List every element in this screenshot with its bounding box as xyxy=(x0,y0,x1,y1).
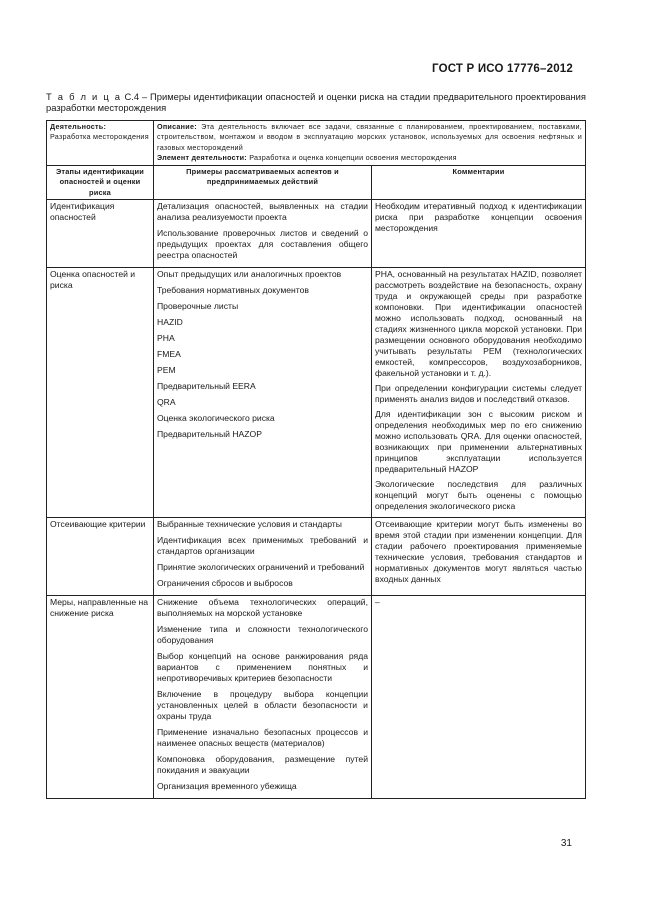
activity-label: Деятельность: xyxy=(50,122,107,131)
element-text: Разработка и оценка концепции освоения месторождения xyxy=(249,153,457,163)
example-item: Проверочные листы xyxy=(157,301,239,312)
element-label: Элемент деятельности: xyxy=(157,153,247,163)
example-item: QRA xyxy=(157,397,176,408)
hazard-table xyxy=(46,120,586,799)
comment-item: Для идентификации зон с высоким риском и определения необходимых мер по его снижению можно использовать QRA. Для оценки опасностей, возникающих при применении альтернативных принципов эксплуатации используется предварительный HAZOP xyxy=(375,409,583,475)
stage-cell: Меры, направленные на снижение риска xyxy=(47,596,154,799)
example-item: Идентификация всех применимых требований и стандартов организации xyxy=(157,535,368,557)
description-label: Описание: xyxy=(157,122,197,131)
table-row xyxy=(47,268,586,518)
example-item: Изменение типа и сложности технологического оборудования xyxy=(157,624,368,646)
caption-text: С.4 – Примеры идентификации опасностей и оценки риска на стадии предварительного проектирования разработки месторождения xyxy=(46,91,586,113)
column-header-row xyxy=(47,165,586,200)
comments-cell xyxy=(372,268,586,518)
column-header-stages: Этапы идентификации опасностей и оценки риска xyxy=(47,165,154,200)
example-item: Выбор концепций на основе ранжирования ряда вариантов с применением понятных и непротиворечивых критериев безопасности xyxy=(157,651,368,684)
example-item: Опыт предыдущих или аналогичных проектов xyxy=(157,269,342,280)
examples-cell xyxy=(154,596,372,799)
stage-cell: Идентификация опасностей xyxy=(47,200,154,268)
caption-label: Т а б л и ц а xyxy=(46,91,122,102)
table-row xyxy=(47,200,586,268)
standard-code: ГОСТ Р ИСО 17776–2012 xyxy=(432,63,573,75)
stage-cell: Оценка опасностей и риска xyxy=(47,268,154,518)
column-header-comments: Комментарии xyxy=(372,165,586,200)
example-item: Организация временного убежища xyxy=(157,781,297,792)
comment-item: Необходим итеративный подход к идентификации риска при разработке концепции освоения месторождения xyxy=(375,201,583,234)
activity-element xyxy=(157,153,582,163)
example-item: Снижение объема технологических операций, выполняемых на морской установке xyxy=(157,597,368,619)
comment-item: При определении конфигурации системы следует применять анализ видов и последствий отказов. xyxy=(375,383,583,405)
example-item: Принятие экологических ограничений и требований xyxy=(157,562,365,573)
table-caption xyxy=(46,91,586,113)
comment-item: Экологические последствия для различных концепций могут быть оценены с помощью определения экологического риска xyxy=(375,479,583,512)
comments-cell xyxy=(372,200,586,268)
comment-item: PHA, основанный на результатах HAZID, позволяет рассмотреть воздействие на безопасность, охрану труда и окружающей среды при разработке компоновки. При идентификации опасностей можно использовать подход, основанный на стадиях жизненного цикла морской установки. При размещении основного оборудования необходимо учитывать результаты PEM (технологических емкостей, компрессоров, воздухозаборников, факельной установки и т. д.). xyxy=(375,269,583,379)
example-item: Компоновка оборудования, размещение путей покидания и эвакуации xyxy=(157,754,368,776)
activity-cell xyxy=(47,121,154,166)
example-item: Включение в процедуру выбора концепции установленных целей в области безопасности и охраны труда xyxy=(157,689,368,722)
example-item: Детализация опасностей, выявленных на стадии анализа реализуемости проекта xyxy=(157,201,368,223)
stage-cell: Отсеивающие критерии xyxy=(47,518,154,596)
example-item: Применение изначально безопасных процессов и наименее опасных веществ (материалов) xyxy=(157,727,368,749)
example-item: Выбранные технические условия и стандарты xyxy=(157,519,342,530)
table-body xyxy=(47,200,586,799)
table-row xyxy=(47,518,586,596)
comments-cell xyxy=(372,518,586,596)
description-text: Эта деятельность включает все задачи, связанные с планированием, проектированием, поставками, строительством, монтажом и вводом в эксплуатацию морских установок, используемых для освоения нефтяных и газовых месторождений xyxy=(157,122,583,152)
column-header-examples: Примеры рассматриваемых аспектов и предпринимаемых действий xyxy=(154,165,372,200)
table-row xyxy=(47,596,586,799)
example-item: Оценка экологического риска xyxy=(157,413,275,424)
example-item: Предварительный HAZOP xyxy=(157,429,262,440)
example-item: Ограничения сбросов и выбросов xyxy=(157,578,293,589)
comment-item: Отсеивающие критерии могут быть изменены во время этой стадии при изменении концепции. Для стадии рабочего проектирования применяемые технические условия, требования стандартов и нормативных документов могут являться частью входных данных xyxy=(375,519,583,585)
activity-value: Разработка месторождения xyxy=(50,132,149,142)
examples-cell xyxy=(154,518,372,596)
comment-item: – xyxy=(375,597,380,608)
page-number: 31 xyxy=(560,838,572,849)
example-item: HAZID xyxy=(157,317,183,328)
examples-cell xyxy=(154,268,372,518)
example-item: Предварительный EERA xyxy=(157,381,256,392)
examples-cell xyxy=(154,200,372,268)
activity-row xyxy=(47,121,586,166)
example-item: PHA xyxy=(157,333,175,344)
description-cell xyxy=(154,121,586,166)
comments-cell xyxy=(372,596,586,799)
example-item: PEM xyxy=(157,365,176,376)
example-item: Использование проверочных листов и сведений о предыдущих проектах для составления общего реестра опасностей xyxy=(157,228,368,261)
description xyxy=(157,122,582,153)
example-item: Требования нормативных документов xyxy=(157,285,309,296)
example-item: FMEA xyxy=(157,349,181,360)
